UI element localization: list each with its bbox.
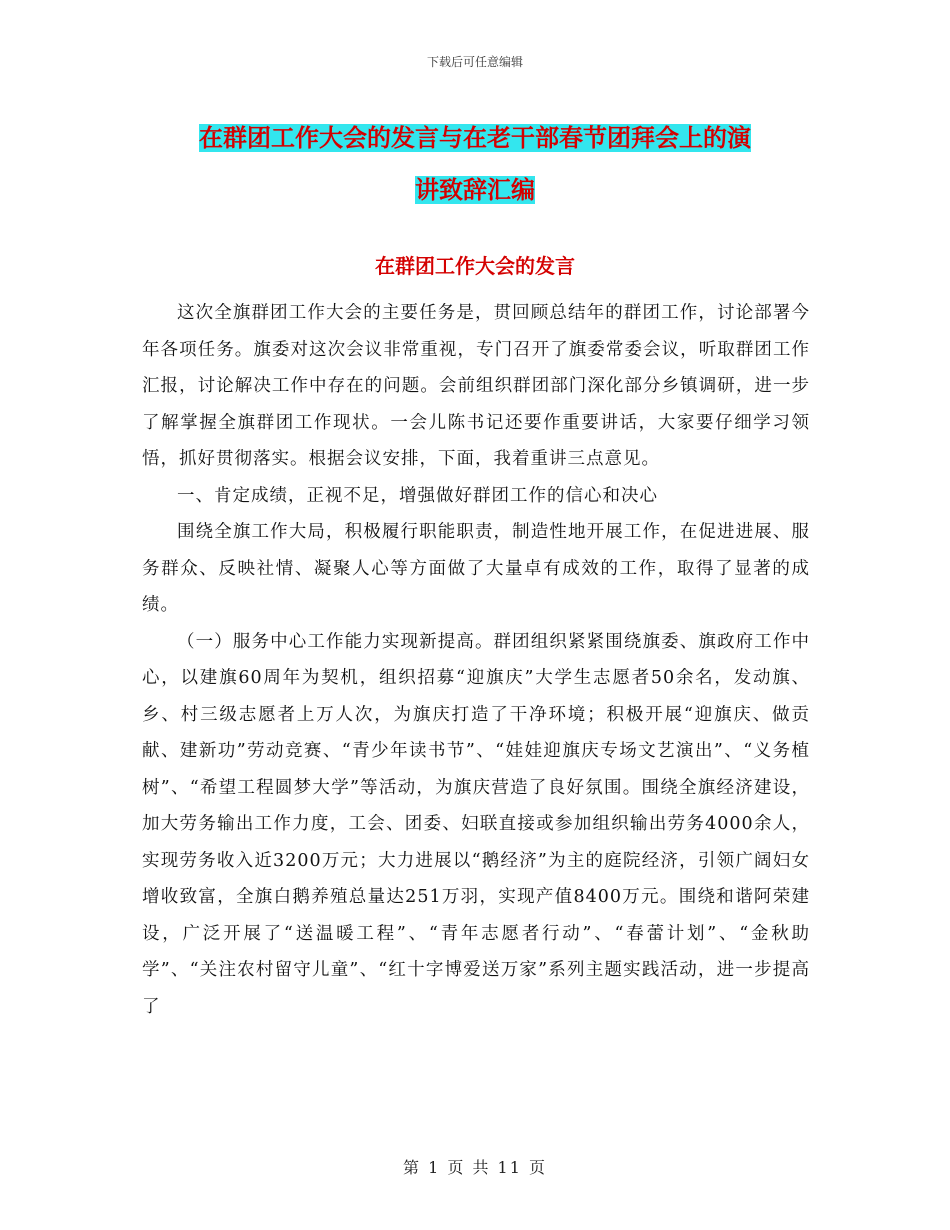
paragraph: （一）服务中心工作能力实现新提高。群团组织紧紧围绕旗委、旗政府工作中心，以建旗60周年为契机，组织招募“迎旗庆”大学生志愿者50余名，发动旗、乡、村三级志愿者上万人次，为旗庆打造了干净环境；积极开展“迎旗庆、做贡献、建新功”劳动竞赛、“青少年读书节”、“娃娃迎旗庆专场文艺演出”、“义务植树”、“希望工程圆梦大学”等活动，为旗庆营造了良好氛围。围绕全旗经济建设，加大劳务输出工作力度，工会、团委、妇联直接或参加组织输出劳务4000余人，实现劳务收入近3200万元；大力进展以“鹅经济”为主的庭院经济，引领广阔妇女增收致富，全旗白鹅养殖总量达251万羽，实现产值8400万元。围绕和谐阿荣建设，广泛开展了“送温暖工程”、“青年志愿者行动”、“春蕾计划”、“金秋助学”、“关注农村留守儿童”、“红十字博爱送万家”系列主题实践活动，进一步提高了 <box>142 631 810 1017</box>
section-title: 在群团工作大会的发言 <box>375 254 575 278</box>
document-title-line2: 讲致辞汇编 <box>415 176 535 204</box>
paragraph: 围绕全旗工作大局，积极履行职能职责，制造性地开展工作，在促进进展、服务群众、反映社情、凝聚人心等方面做了大量卓有成效的工作，取得了显著的成绩。 <box>142 522 810 615</box>
header-note: 下载后可任意编辑 <box>426 55 523 69</box>
page-number: 第 1 页 共 11 页 <box>403 1158 547 1177</box>
paragraph: 这次全旗群团工作大会的主要任务是，贯回顾总结年的群团工作，讨论部署今年各项任务。旗委对这次会议非常重视，专门召开了旗委常委会议，听取群团工作汇报，讨论解决工作中存在的问题。会前组织群团部门深化部分乡镇调研，进一步了解掌握全旗群团工作现状。一会儿陈书记还要作重要讲话，大家要仔细学习领悟，抓好贯彻落实。根据会议安排，下面，我着重讲三点意见。 <box>142 303 810 469</box>
paragraph-heading: 一、肯定成绩，正视不足，增强做好群团工作的信心和决心 <box>177 485 658 506</box>
body-text <box>142 295 810 1025</box>
document-title <box>140 112 810 216</box>
document-title-line1: 在群团工作大会的发言与在老干部春节团拜会上的演 <box>199 124 751 152</box>
